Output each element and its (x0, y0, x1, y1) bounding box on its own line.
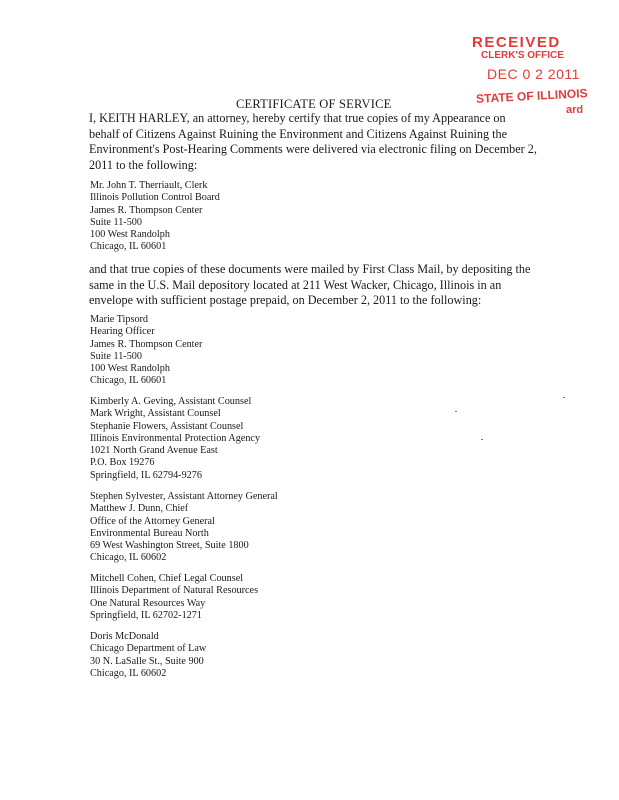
address-line: Stephanie Flowers, Assistant Counsel (90, 420, 244, 432)
address-line: Hearing Officer (90, 326, 155, 338)
address-line: Matthew J. Dunn, Chief (90, 503, 189, 515)
address-block (90, 491, 278, 565)
scan-speck (455, 411, 457, 412)
address-line: Mark Wright, Assistant Counsel (90, 408, 221, 420)
address-line: Chicago, IL 60602 (90, 552, 167, 564)
address-line: Springfield, IL 62794-9276 (90, 469, 202, 481)
address-line: 1021 North Grand Avenue East (90, 445, 218, 457)
address-line: Chicago, IL 60602 (90, 667, 167, 679)
address-block (90, 631, 206, 680)
address-line: Kimberly A. Geving, Assistant Counsel (90, 396, 252, 407)
stamp-received: RECEIVED (472, 34, 561, 51)
scan-speck (481, 439, 483, 440)
address-line: Suite 11-500 (90, 216, 142, 228)
address-block (90, 314, 202, 388)
address-line: Chicago, IL 60601 (90, 375, 167, 387)
address-line: Chicago, IL 60601 (90, 241, 167, 253)
address-line: Stephen Sylvester, Assistant Attorney General (90, 491, 278, 502)
intro-paragraph: I, KEITH HARLEY, an attorney, hereby certify that true copies of my Appearance on behalf of Citizens Against Ruining the Environment and Citizens Against Ruining the Environment's Post-Hearing Comments were delivered via electronic filing on December 2, 2011 to the following: (89, 111, 537, 172)
address-line: Mitchell Cohen, Chief Legal Counsel (90, 573, 244, 584)
address-line: Mr. John T. Therriault, Clerk (90, 180, 208, 191)
address-block (90, 180, 220, 254)
address-line: James R. Thompson Center (90, 338, 203, 350)
address-line: Illinois Environmental Protection Agency (90, 432, 261, 444)
mail-paragraph: and that true copies of these documents were mailed by First Class Mail, by depositing the same in the U.S. Mail depository located at 211 West Wacker, Chicago, Illinois in an envelope with sufficient postage prepaid, on December 2, 2011 to the following: (89, 262, 531, 307)
address-line: Office of the Attorney General (90, 515, 215, 527)
address-line: Illinois Department of Natural Resources (90, 585, 259, 597)
address-line: James R. Thompson Center (90, 204, 203, 216)
address-block (90, 573, 258, 622)
address-line: Environmental Bureau North (90, 527, 209, 539)
address-line: 100 West Randolph (90, 363, 170, 375)
stamp-clerks-office: CLERK'S OFFICE (481, 50, 564, 61)
address-line: One Natural Resources Way (90, 597, 206, 609)
address-line: 30 N. LaSalle St., Suite 900 (90, 655, 204, 667)
address-line: Marie Tipsord (90, 314, 149, 325)
document-title: CERTIFICATE OF SERVICE (236, 97, 392, 111)
address-line: Suite 11-500 (90, 350, 142, 362)
address-line: 69 West Washington Street, Suite 1800 (90, 540, 249, 552)
address-line: Illinois Pollution Control Board (90, 192, 220, 204)
stamp-board-fragment: ard (566, 104, 584, 116)
address-line: P.O. Box 19276 (90, 457, 155, 469)
address-line: Chicago Department of Law (90, 643, 207, 655)
address-block (90, 396, 260, 482)
address-line: 100 West Randolph (90, 229, 170, 241)
scan-speck (563, 397, 565, 398)
stamp-state: STATE OF ILLINOIS (475, 86, 588, 106)
stamp-date: DEC 0 2 2011 (487, 66, 580, 82)
address-line: Springfield, IL 62702-1271 (90, 609, 202, 621)
address-line: Doris McDonald (90, 631, 159, 642)
